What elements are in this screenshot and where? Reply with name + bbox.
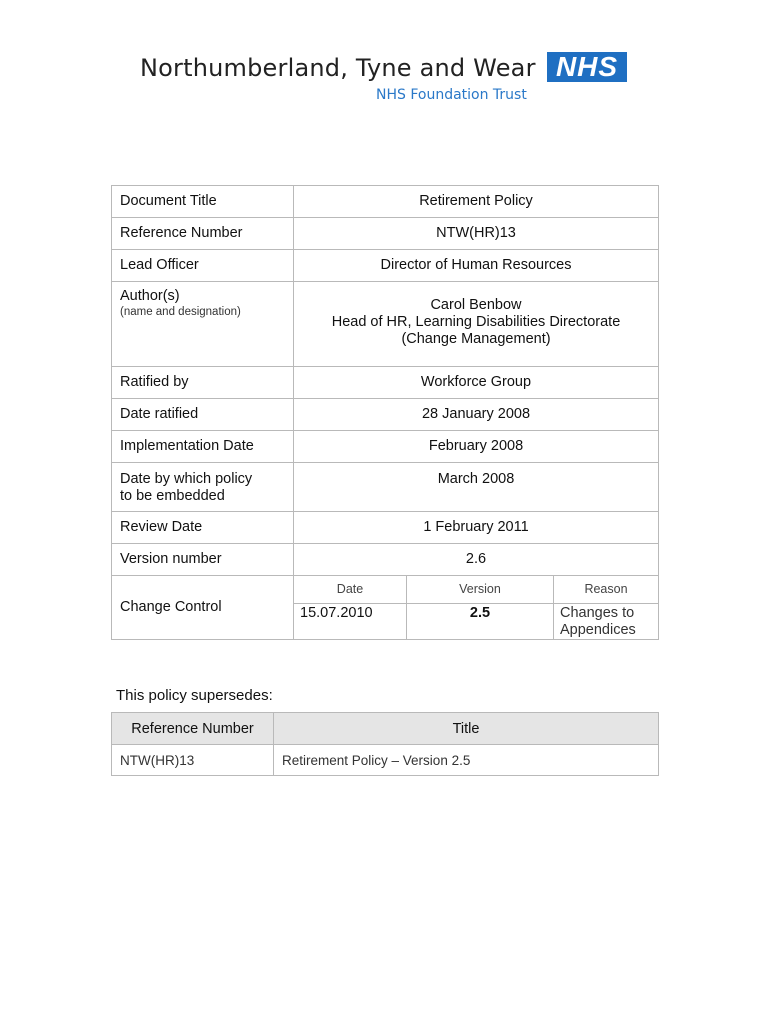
authors-label: Author(s): [120, 288, 180, 304]
date-ratified-label: Date ratified: [112, 399, 294, 431]
document-title-label: Document Title: [112, 186, 294, 218]
embedded-date-value: March 2008: [294, 463, 659, 512]
table-row: [112, 186, 659, 218]
ratified-by-label: Ratified by: [112, 367, 294, 399]
lead-officer-label: Lead Officer: [112, 250, 294, 282]
date-ratified-value: 28 January 2008: [294, 399, 659, 431]
version-number-label: Version number: [112, 544, 294, 576]
table-row: [112, 544, 659, 576]
trust-name: NHS Foundation Trust: [376, 87, 527, 103]
table-row: [112, 463, 659, 512]
review-date-value: 1 February 2011: [294, 512, 659, 544]
embedded-date-label: [112, 463, 294, 512]
authors-cell: [112, 282, 294, 367]
change-control-date: 15.07.2010: [300, 605, 373, 621]
authors-sublabel: (name and designation): [120, 306, 241, 318]
supersedes-header-reference: Reference Number: [112, 713, 274, 745]
implementation-date-value: February 2008: [294, 431, 659, 463]
table-row: [112, 367, 659, 399]
change-control-table: [294, 576, 658, 639]
author-name: Carol Benbow: [430, 297, 522, 313]
supersedes-table: [111, 712, 659, 776]
organisation-name: Northumberland, Tyne and Wear: [140, 54, 536, 82]
table-row: [112, 282, 659, 367]
lead-officer-value: Director of Human Resources: [294, 250, 659, 282]
table-row: [112, 512, 659, 544]
table-row: [112, 576, 659, 640]
ratified-by-value: Workforce Group: [294, 367, 659, 399]
review-date-label: Review Date: [112, 512, 294, 544]
supersedes-reference: NTW(HR)13: [112, 745, 274, 776]
change-control-header-version: Version: [407, 576, 554, 604]
reference-number-value: NTW(HR)13: [294, 218, 659, 250]
policy-details-table: [111, 185, 659, 640]
change-control-reason-line-1: Changes to: [560, 605, 635, 621]
embedded-label-line-2: to be embedded: [120, 488, 225, 504]
version-number-value: 2.6: [294, 544, 659, 576]
author-designation-department: (Change Management): [401, 331, 551, 347]
change-control-cell: [294, 576, 659, 640]
supersedes-header-row: [112, 713, 659, 745]
document-title-value: Retirement Policy: [294, 186, 659, 218]
change-control-header-reason: Reason: [554, 576, 659, 604]
change-control-row: [294, 604, 658, 640]
implementation-date-label: Implementation Date: [112, 431, 294, 463]
embedded-label-line-1: Date by which policy: [120, 471, 253, 487]
table-row: [112, 218, 659, 250]
nhs-logo: NHS: [547, 52, 627, 82]
reference-number-label: Reference Number: [112, 218, 294, 250]
supersedes-title: Retirement Policy – Version 2.5: [274, 745, 659, 776]
change-control-reason-line-2: Appendices: [560, 622, 636, 638]
table-row: [112, 745, 659, 776]
change-control-header-date: Date: [294, 576, 407, 604]
supersedes-header-title: Title: [274, 713, 659, 745]
table-row: [112, 250, 659, 282]
author-designation: Head of HR, Learning Disabilities Directorate: [331, 314, 621, 330]
change-control-header-row: [294, 576, 658, 604]
change-control-label: Change Control: [112, 576, 294, 640]
document-header: [0, 0, 770, 110]
change-control-version: 2.5: [407, 604, 554, 640]
table-row: [112, 431, 659, 463]
supersedes-heading: This policy supersedes:: [116, 687, 273, 704]
change-control-reason: [554, 604, 659, 640]
table-row: [112, 399, 659, 431]
authors-value: [294, 282, 659, 367]
